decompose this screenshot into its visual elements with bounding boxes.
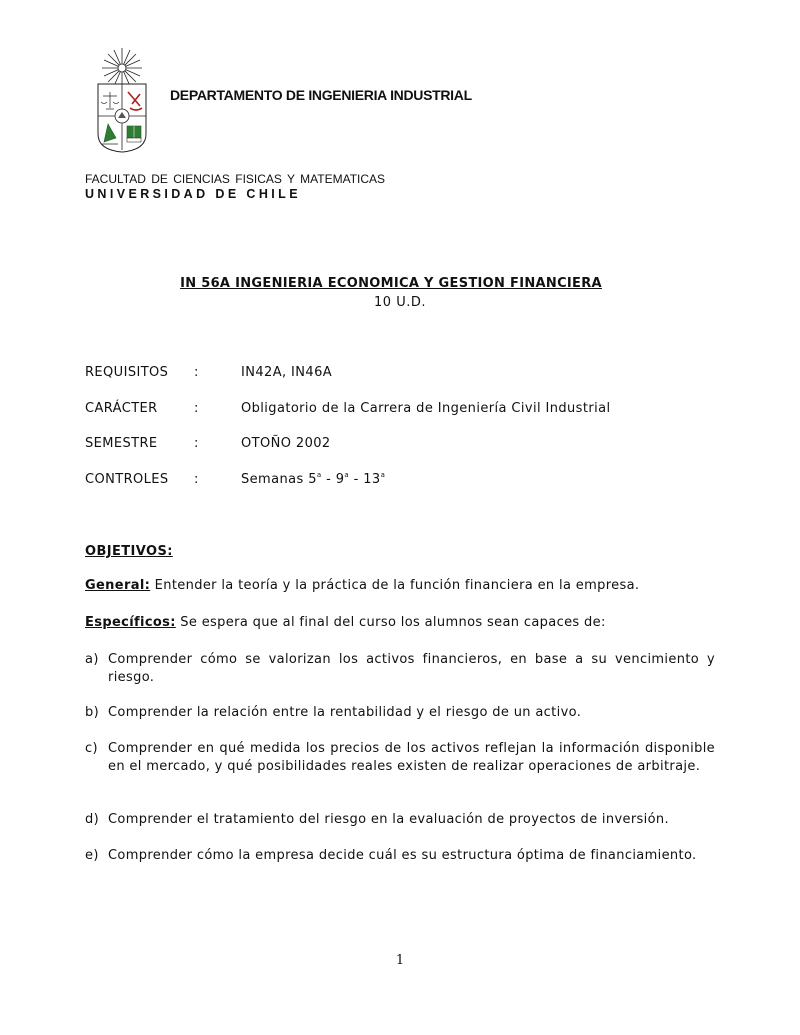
course-units: 10 U.D. [374,295,426,310]
week-separator: - [349,472,364,487]
course-title [0,276,782,291]
week-separator: - [321,472,336,487]
info-label: CONTROLES [85,472,169,487]
objectives-heading: OBJETIVOS: [85,544,173,559]
info-colon: : [194,436,199,451]
info-colon: : [194,401,199,416]
general-label: General: [85,578,151,593]
item-letter: b) [85,705,100,720]
ordinal-suffix: a [316,471,322,479]
item-text: Comprender la relación entre la rentabilidad y el riesgo de un activo. [108,705,582,720]
specific-text: Se espera que al final del curso los alumnos sean capaces de: [175,615,606,630]
university-crest-logo [96,46,148,154]
info-label: SEMESTRE [85,436,158,451]
specific-objectives [85,615,725,630]
ordinal-suffix: a [380,471,386,479]
info-value: Obligatorio de la Carrera de Ingeniería Civil Industrial [241,401,611,416]
info-row-semestre [85,436,725,456]
info-label: CARÁCTER [85,401,158,416]
university-name: UNIVERSIDAD DE CHILE [85,187,301,201]
item-letter: d) [85,812,100,827]
ordinal-suffix: a [344,471,350,479]
info-row-caracter [85,401,725,421]
page-number: 1 [395,953,405,968]
info-row-requisitos [85,365,725,385]
info-row-controles [85,472,725,492]
specific-label: Específicos: [85,615,176,630]
weeks-prefix: Semanas [241,472,309,487]
item-text: Comprender el tratamiento del riesgo en la evaluación de proyectos de inversión. [108,812,669,827]
week-number: 13 [363,472,381,487]
general-objective [85,578,725,593]
info-value: IN42A, IN46A [241,365,333,380]
course-title-text: IN 56A INGENIERIA ECONOMICA Y GESTION FINANCIERA [180,276,602,291]
general-text: Entender la teoría y la práctica de la función financiera en la empresa. [150,578,640,593]
item-letter: c) [85,741,98,756]
item-text: Comprender cómo se valorizan los activos financieros, en base a su vencimiento y riesgo. [108,652,715,685]
item-text: Comprender en qué medida los precios de los activos reflejan la información disponible en el mercado, y qué posibilidades reales existen de realizar operaciones de arbitraje. [108,741,715,774]
week-number: 9 [335,472,345,487]
item-text: Comprender cómo la empresa decide cuál es su estructura óptima de financiamiento. [108,848,697,863]
info-value-weeks [241,472,385,487]
department-name: DEPARTAMENTO DE INGENIERIA INDUSTRIAL [170,87,472,103]
info-colon: : [194,472,199,487]
week-number: 5 [308,472,317,487]
faculty-name: FACULTAD DE CIENCIAS FISICAS Y MATEMATICAS [85,172,386,186]
item-letter: a) [85,652,99,667]
item-letter: e) [85,848,99,863]
info-label: REQUISITOS [85,365,169,380]
info-value: OTOÑO 2002 [241,436,331,451]
info-colon: : [194,365,199,380]
